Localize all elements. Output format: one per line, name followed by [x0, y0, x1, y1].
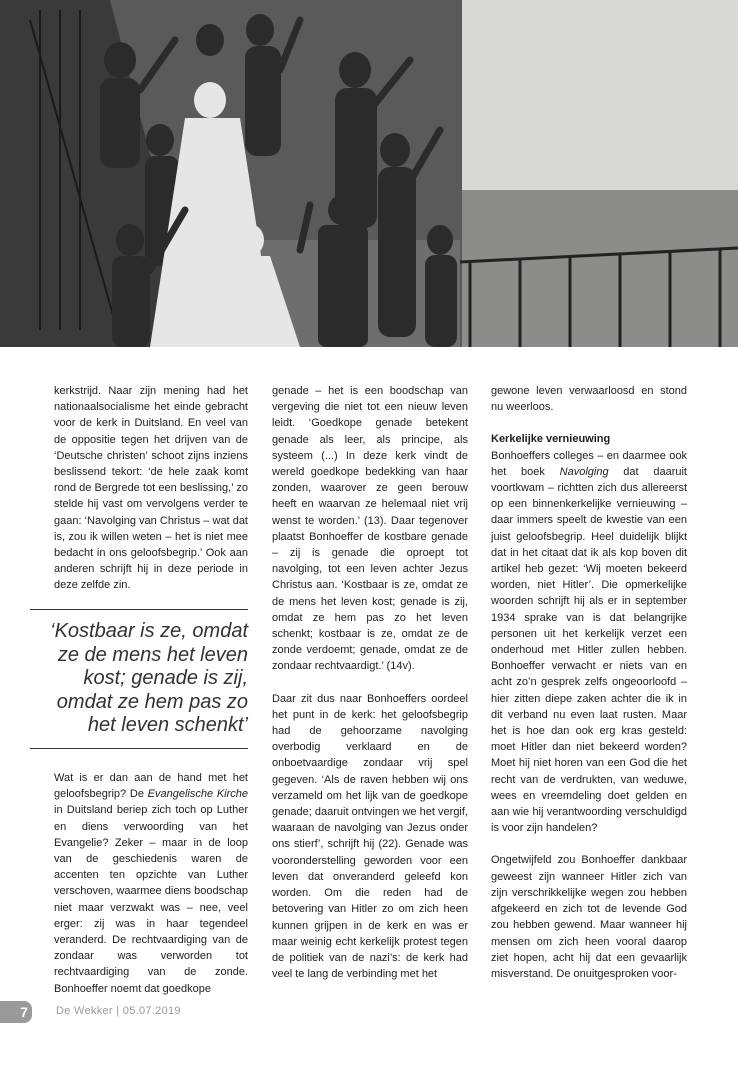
paragraph: gewone leven verwaarloosd en stond nu weerloos. [491, 385, 687, 414]
header-photo [0, 0, 738, 347]
paragraph: Daar zit dus naar Bonhoeffers oordeel het punt in de kerk: het geloofsbegrip had de gehoorzame navolging overbodig verklaard en de onboetvaardige zondaar vrij spel gegeven. ‘Als de raven hebben wij ons verzameld om het lijk van de goedkope genade; daaruit ontvingen we het vergif, waaraan de navolging van Jezus onder ons stierf’, schrijft hij (22). Genade was vooronderstelling geworden voor een leven dat onveranderd geleefd kon worden. Om die reden had de betovering van Hitler zo om zich heen kunnen grijpen in de kerk en was er maar weinig echt kerkelijk protest tegen de politiek van de nazi’s: de kerk had veel te lang de verbinding met het [272, 692, 468, 981]
emphasis-text: Navolging [559, 465, 609, 478]
paragraph [491, 448, 687, 837]
publication-name: De Wekker [56, 1005, 113, 1017]
paragraph: kerkstrijd. Naar zijn mening had het nationaalsocialisme het einde gebracht voor de kerk in Duitsland. En veel van de oppositie tegen het drijven van de ‘Deutsche christen’ schoot zijns inziens beslissend tekort: ‘de hele zaak komt rond de Bergrede tot een beslissing,’ zo stelde hij vast om vervolgens verder te gaan: ‘Navolging van Christus – wat dat is, zou ik willen weten – het is niet mee bedacht in ons geloofsbegrip.’ Ook aan anderen schrijft hij in deze periode in deze zelfde zin. [54, 385, 248, 592]
footer-separator: | [116, 1005, 120, 1017]
text-run: dat daaruit voortkwam – richtten zich dus allereerst op een binnenkerkelijke vernieuwing – daar immers speelt de kwestie van een juist geloofsbegrip. Heel duidelijk blijkt dat in het citaat dat ik als kop boven dit artikel heb gezet: ‘Wij moeten bekeerd worden, niet Hitler’. Die opmerkelijke woorden schrijft hij als er in september 1934 sprake van is dat belangrijke personen uit het kerkelijk verzet een onderhoud met Hitler zullen hebben. Bonhoeffer verwacht er niets van en acht zo’n gesprek zelfs ongeoorloofd – hier zitten diepe zaken achter die ik in dit verband nu even laat rusten. Maar het is hoe dan ook erg kras gesteld: moet Hitler dan niet bekeerd worden? Moet hij niet horen van een God die het recht van de verdrukten, van weduwe, wees en vreemdeling doet gelden en aan wie hij verantwoording verschuldigd is voor zijn handelen? [491, 465, 687, 835]
page-footer [0, 1001, 738, 1023]
pull-quote-text: ‘Kostbaar is ze, omdat ze de mens het leven kost; genade is zij, omdat ze hem pas zo het leven schenkt’ [50, 620, 248, 736]
page-number: 7 [0, 1001, 32, 1023]
issue-date: 05.07.2019 [122, 1005, 181, 1017]
footer-credit [56, 1005, 181, 1017]
article-column-1 [54, 383, 248, 594]
wedding-photo-illustration [0, 0, 738, 347]
article-column-3 [491, 383, 687, 982]
subheading: Kerkelijke vernieuwing [491, 433, 611, 446]
paragraph: genade – het is een boodschap van vergeving die niet tot een nieuw leven leidt. ‘Goedkope genade betekent genade als leer, als principe, als systeem (...) In deze kerk vindt de wereld goedkope bedekking van haar zonden, waarover ze geen berouw heeft en waarvan ze helemaal niet vrij wenst te worden.’ (13). Daar tegenover plaatst Bonhoeffer de kostbare genade – zij is genade die oproept tot navolging, tot een leven achter Jezus Christus aan. ‘Kostbaar is ze, omdat ze de mens het leven kost; genade is zij, omdat ze hem pas zo het leven schenkt; kostbaar is ze, omdat ze de zonde verdoemt; genade, omdat ze de zondaar rechtvaardigt.’ (14v). [272, 385, 468, 673]
text-run: in Duitsland beriep zich toch op Luther en diens verwoording van het Evangelie? Zeker – maar in de loop van de geschiedenis waren de accenten ten opzichte van Luther verschoven, waarmee diens boodschap niet maar verzwakt was – nee, veel erger: zij was in haar tegendeel veranderd. De rechtvaardiging van de zondaar was verworden tot rechtvaardiging van de zonde. Bonhoeffer noemt dat goedkope [54, 804, 248, 995]
pull-quote [30, 609, 248, 749]
paragraph [54, 770, 248, 997]
text-run: Wat is er dan aan de hand met het geloofsbegrip? De [54, 772, 248, 801]
paragraph: Ongetwijfeld zou Bonhoeffer dankbaar geweest zijn wanneer Hitler zich van zijn verschrikkelijke wegen zou hebben afgekeerd en zich tot de levende God zou hebben gewend. Maar wanneer hij mensen om zich heen vooral daarop ziet hopen, acht hij dat een gevaarlijk misverstand. De onuitgesproken voor- [491, 854, 687, 980]
article-column-2 [272, 383, 468, 982]
article-column-1-continued [54, 770, 248, 997]
emphasis-text: Evangelische Kirche [147, 788, 248, 801]
text-run: Bonhoeffers colleges – en daarmee ook het boek [491, 449, 687, 478]
